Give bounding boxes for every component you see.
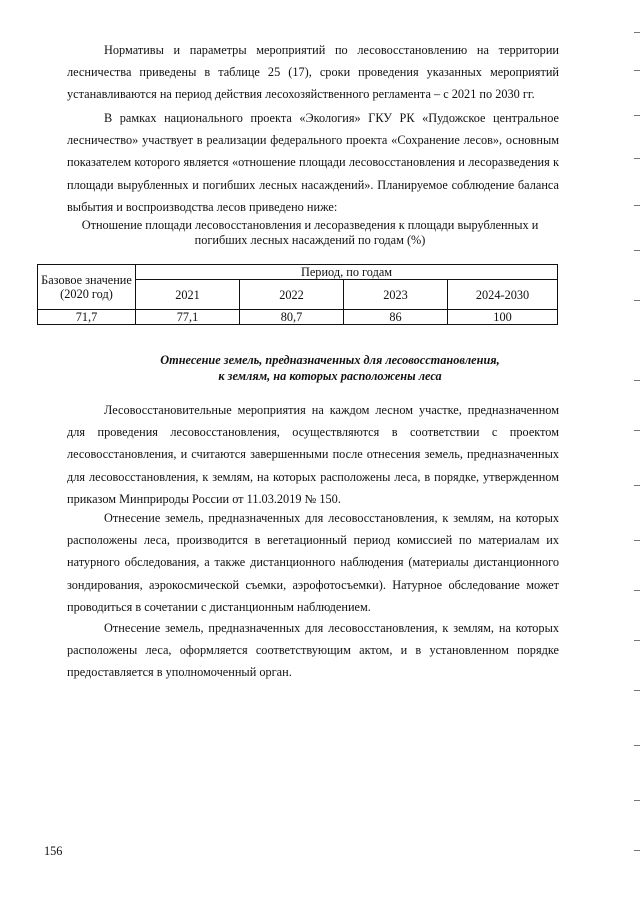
margin-tick [634,300,640,301]
section-paragraph-2: Отнесение земель, предназначенных для лесовосстановления, к землям, на которых расположены леса, производится в вегетационный период комиссией по материалам их натурного обследования, а также дистанционного наблюдения (материалы дистанционного зондирования, аэрокосмической съемки, аэрофотосъемки). Натурное обследование может проводиться в сочетании с дистанционным наблюдением. [67,511,559,614]
forest-balance-table [37,264,558,325]
margin-tick [634,850,640,851]
margin-tick [634,485,640,486]
page-number: 156 [44,844,63,858]
base-value-cell: 71,7 [38,310,136,325]
margin-tick [634,745,640,746]
margin-tick [634,380,640,381]
year-header: 2023 [344,280,448,310]
year-header: 2022 [240,280,344,310]
margin-tick [634,540,640,541]
margin-tick [634,640,640,641]
margin-tick [634,115,640,116]
period-header: Период, по годам [136,265,558,280]
margin-tick [634,158,640,159]
intro-paragraph-2: В рамках национального проекта «Экология» ГКУ РК «Пудожское центральное лесничество» участвует в реализации федерального проекта «Сохранение лесов», основным показателем которого является «отношение площади лесовосстановления и лесоразведения к площади вырубленных и погибших лесных насаждений». Планируемое соблюдение баланса выбытия и воспроизводства лесов приведено ниже: [67,111,559,214]
value-cell: 77,1 [136,310,240,325]
table-header-row [38,265,558,280]
margin-tick [634,430,640,431]
section-heading-line-1: Отнесение земель, предназначенных для лесовосстановления, [160,353,500,367]
margin-tick [634,800,640,801]
section-paragraph-1: Лесовосстановительные мероприятия на каждом лесном участке, предназначенном для проведения лесовосстановления, осуществляются в соответствии с проектом лесовосстановления, и считаются завершенными после отнесения земель, предназначенных для лесовосстановления, к землям, на которых расположены леса, в порядке, утвержденном приказом Минприроды России от 11.03.2019 № 150. [67,403,559,506]
intro-paragraph-1: Нормативы и параметры мероприятий по лесовосстановлению на территории лесничества приведены в таблице 25 (17), сроки проведения указанных мероприятий устанавливаются на период действия лесохозяйственного регламента – с 2021 по 2030 гг. [67,43,559,102]
margin-tick [634,70,640,71]
section-heading [100,352,560,384]
section-paragraph-3: Отнесение земель, предназначенных для лесовосстановления, к землям, на которых расположены леса, оформляется соответствующим актом, и в установленном порядке предоставляется в уполномоченный орган. [67,621,559,680]
margin-tick [634,590,640,591]
section-heading-line-2: к землям, на которых расположены леса [218,369,442,383]
margin-tick [634,32,640,33]
base-value-header: Базовое значение (2020 год) [38,265,136,310]
value-cell: 80,7 [240,310,344,325]
year-header: 2021 [136,280,240,310]
value-cell: 100 [448,310,558,325]
margin-tick [634,250,640,251]
table-row [38,310,558,325]
year-header: 2024-2030 [448,280,558,310]
margin-tick [634,205,640,206]
margin-tick [634,690,640,691]
table-caption: Отношение площади лесовосстановления и лесоразведения к площади вырубленных и погибших лесных насаждений по годам (%) [81,218,539,247]
value-cell: 86 [344,310,448,325]
